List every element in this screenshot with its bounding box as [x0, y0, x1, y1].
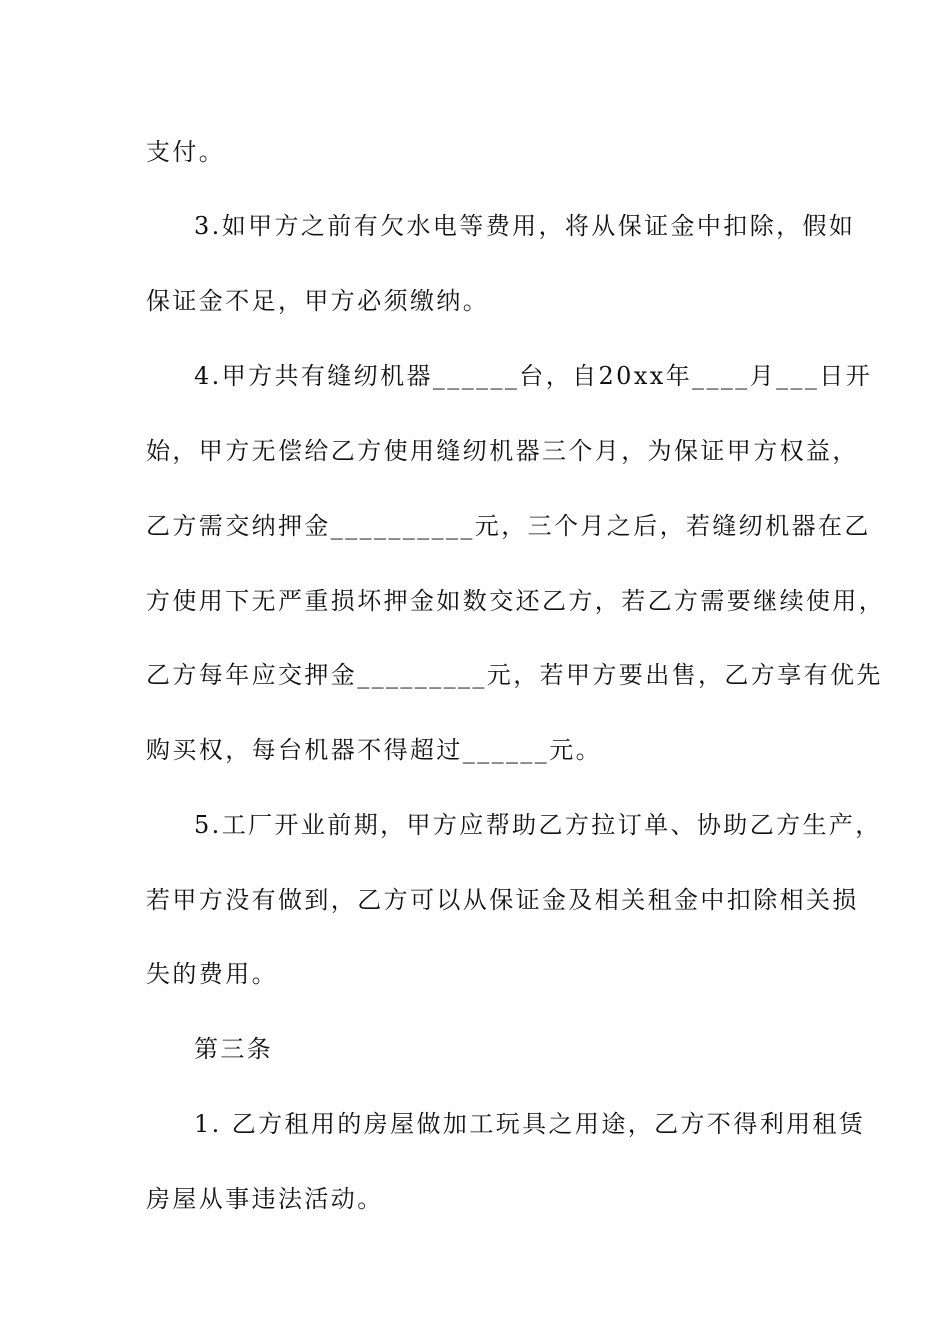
paragraph-line: 支付。	[146, 138, 226, 166]
paragraph-line: 若甲方没有做到，乙方可以从保证金及相关租金中扣除相关损	[146, 886, 859, 914]
paragraph-line: 方使用下无严重损坏押金如数交还乙方，若乙方需要继续使用，	[146, 587, 886, 615]
paragraph-line: 失的费用。	[146, 960, 278, 988]
clause-5-line: 5.工厂开业前期，甲方应帮助乙方拉订单、协助乙方生产，	[194, 811, 882, 839]
paragraph-line: 保证金不足，甲方必须缴纳。	[146, 287, 490, 315]
paragraph-line: 始，甲方无偿给乙方使用缝纫机器三个月，为保证甲方权益，	[146, 437, 859, 465]
paragraph-line: 房屋从事违法活动。	[146, 1185, 384, 1213]
paragraph-line: 购买权，每台机器不得超过______元。	[146, 736, 602, 764]
article-heading: 第三条	[194, 1035, 274, 1063]
clause-3-line: 3.如甲方之前有欠水电等费用，将从保证金中扣除，假如	[194, 212, 856, 240]
article-3-clause-1-line: 1. 乙方租用的房屋做加工玩具之用途，乙方不得利用租赁	[194, 1110, 866, 1138]
paragraph-line: 乙方需交纳押金__________元，三个月之后，若缝纫机器在乙	[146, 512, 871, 540]
paragraph-line: 乙方每年应交押金_________元，若甲方要出售，乙方享有优先	[146, 661, 883, 689]
clause-4-line: 4.甲方共有缝纫机器______台，自20xx年____月___日开	[194, 362, 873, 390]
